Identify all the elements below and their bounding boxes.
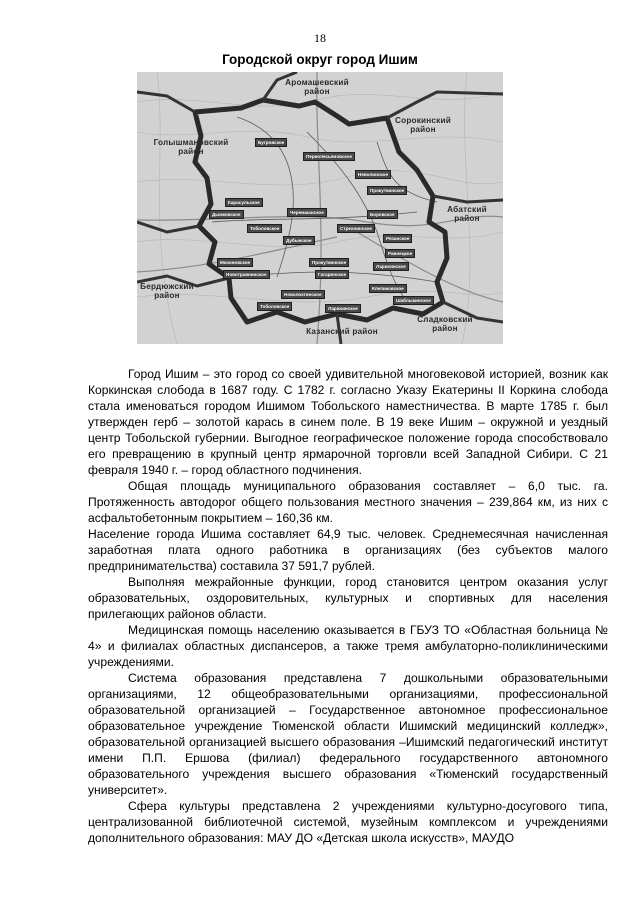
settlement-label: Равнецкое [385, 249, 415, 258]
page-number: 18 [314, 31, 326, 45]
district-label: Сорокинский район [395, 116, 451, 134]
settlement-label: Гагаринское [315, 270, 349, 279]
settlement-label: Боровское [367, 210, 398, 219]
paragraph-functions: Выполняя межрайонные функции, город становится центром оказания услуг образовательных, оздоровительных, культурных и спортивных для населения прилегающих районов области. [88, 575, 608, 621]
paragraph-population: Население города Ишима составляет 64,9 тыс. человек. Среднемесячная начисленная заработная плата одного работника в организациях (без субъектов малого предпринимательства) составила 37 591,7 рублей. [88, 527, 608, 573]
settlement-label: Новолоктинское [281, 290, 325, 299]
body-text [88, 366, 608, 846]
settlement-label: Ларихинское [325, 304, 361, 313]
settlement-label: Прокуткинское [367, 186, 407, 195]
settlement-label: Черемшанское [287, 208, 327, 217]
settlement-label: Бугровское [255, 138, 287, 147]
settlement-label: Рязанское [383, 234, 412, 243]
settlement-label: Мизоновское [217, 258, 253, 267]
settlement-label: Тоболовское [257, 302, 292, 311]
settlement-label: Ларихинское [373, 262, 409, 271]
paragraph-history: Город Ишим – это город со своей удивительной многовековой историей, возник как Коркинская слобода в 1687 году. С 1782 г. согласно Указу Екатерины II Коркина слобода стала именоваться городом Ишимом Тобольского наместничества. В марте 1785 г. был утвержден герб – золотой карась в синем поле. В 19 веке Ишим – окружной и уездный центр Тобольской губернии. Выгодное географическое положение города способствовало его превращению в крупный центр ярмарочной торговли всей Западной Сибири. С 21 февраля 1940 г. – город областного подчинения. [88, 367, 608, 477]
district-label: Казанский район [306, 327, 378, 336]
paragraph-area: Общая площадь муниципального образования составляет – 6,0 тыс. га. Протяженность автодорог общего пользования местного значения – 239,864 км, из них с асфальтобетонным покрытием – 160,36 км. [88, 479, 608, 525]
district-label: Аромашевский район [285, 78, 349, 96]
district-label: Абатский район [447, 205, 487, 223]
settlement-label: Стрехнинское [337, 224, 375, 233]
settlement-label: Прокуткинское [309, 258, 349, 267]
paragraph-education: Система образования представлена 7 дошкольными образовательными организациями, 12 общеобразовательными организациями, профессиональной образовательной организацией – Государственное автономное профессиональное образовательное учреждение Тюменской области Ишимский медицинский колледж», образовательной организацией высшего образования –Ишимский педагогический институт имени П.П. Ершова (филиал) федерального государственного автономного образовательного учреждения высшего образования «Тюменский государственный университет». [88, 671, 608, 797]
settlement-label: Первопесьяновское [303, 152, 355, 161]
settlement-label: Шаблыкинское [393, 296, 434, 305]
settlement-label: Новотравнинское [223, 270, 270, 279]
paragraph-culture: Сфера культуры представлена 2 учреждениями культурно-досугового типа, централизованной библиотечной системой, музейным комплексом и учреждениями дополнительного образования: МАУ ДО «Детская школа искусств», МАУДО [88, 799, 608, 845]
settlement-label: Неволинское [355, 170, 391, 179]
district-label: Голышмановский район [153, 138, 229, 156]
settlement-label: Тоболовское [247, 224, 282, 233]
settlement-label: Дымковское [209, 210, 244, 219]
district-map [137, 72, 503, 344]
page-title: Городской округ город Ишим [222, 52, 418, 67]
settlement-label: Дубынское [283, 236, 315, 245]
settlement-label: Карасульское [225, 198, 263, 207]
district-label: Сладковский район [417, 315, 473, 333]
paragraph-medical: Медицинская помощь населению оказывается в ГБУЗ ТО «Областная больница № 4» и филиалах областных диспансеров, а также тремя амбулаторно-поликлиническими учреждениями. [88, 623, 608, 669]
settlement-label: Клепиковское [369, 284, 407, 293]
district-label: Бердюжский район [140, 282, 194, 300]
